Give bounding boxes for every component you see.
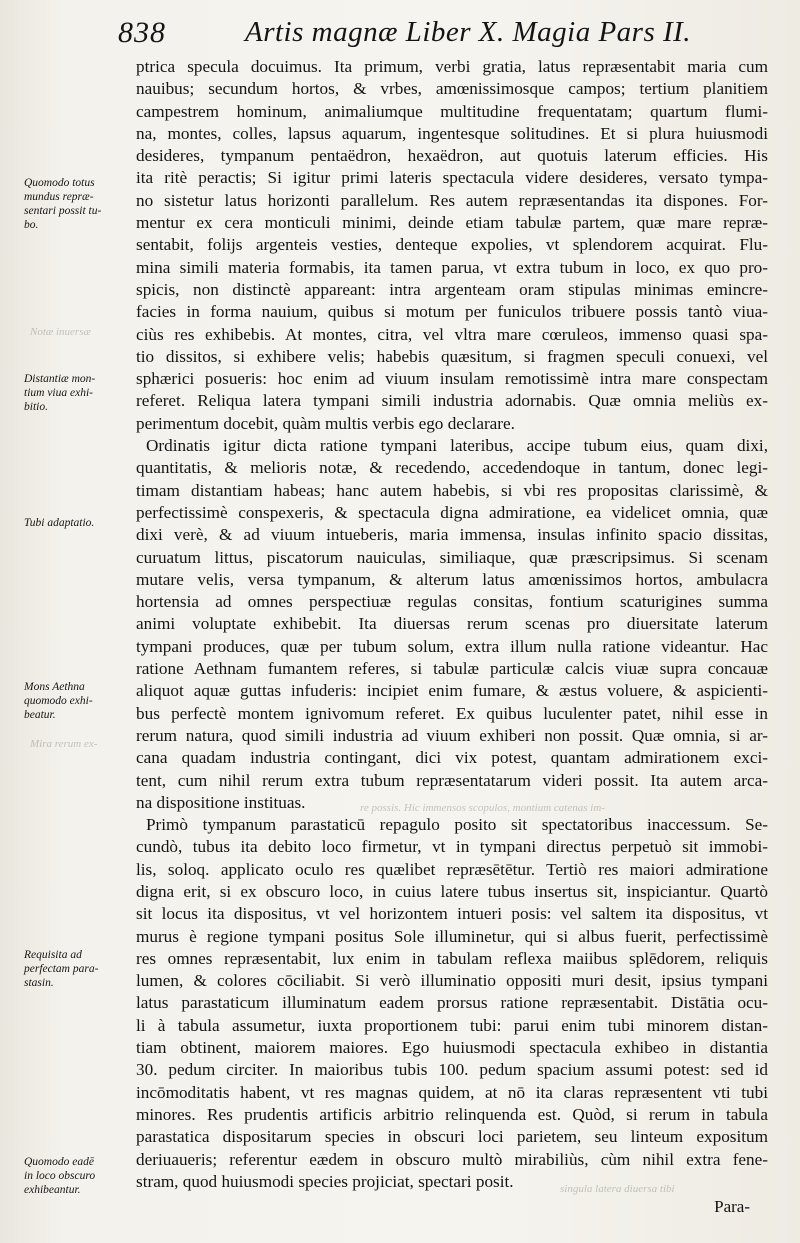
body-line: stram, quod huiusmodi species projiciat, spectari posit. xyxy=(136,1171,514,1191)
body-line: mutare velis, versa tympanum, & alterum latus amœnissimos hortos, ambulacra xyxy=(136,569,768,589)
body-line: aliquot aquæ guttas infuderis: incipiet enim fumare, & æstus voluere, & aspicienti- xyxy=(136,681,768,701)
body-line: nauibus; secundum hortos, & vrbes, amœnissimosque campos; tertium planitiem xyxy=(136,79,768,99)
body-line: quantitatis, & melioris notæ, & recedendo, accedendoque in tantum, donec legi- xyxy=(136,458,768,478)
body-line: campestrem hominum, animaliumque multitudine frequentatam; quartum flumi- xyxy=(136,101,768,121)
body-line: spicis, non distinctè appareant: intra argenteam oram stipulas minimas emincre- xyxy=(136,279,768,299)
show-through-text: Mira rerum ex- xyxy=(30,738,98,750)
show-through-text: Notæ inuersæ xyxy=(30,326,91,338)
margin-notes xyxy=(0,0,135,1243)
page-number: 838 xyxy=(118,16,166,49)
catchword: Para- xyxy=(714,1197,750,1216)
body-line: cundò, tubus ita debito loco firmetur, vt in tympani directus perpetuò sit immobi- xyxy=(136,837,768,857)
body-line: Ordinatis igitur dicta ratione tympani lateribus, accipe tubum eius, quam dixi, xyxy=(146,436,768,456)
body-line: dixi verè, & ad viuum intueberis, maria immensa, insulas infinito spacio dissitas, xyxy=(136,525,768,545)
body-line: ptrica specula docuimus. Ita primum, verbi gratia, latus repræsentabit maria cum xyxy=(136,57,768,76)
body-line: hortensia ad omnes perspectiuæ regulas consitas, fontium scaturigines summa xyxy=(136,592,768,612)
body-line: digna erit, si ex obscuro loco, in cuius latere tubus insertus sit, inspiciantur. Quartò xyxy=(136,881,768,901)
body-line: li à tabula assumetur, iuxta proportionem tubi: parui enim tubi minorem distan- xyxy=(136,1015,768,1035)
body-line: ita ritè peractis; Si igitur primi lateris spectacula videre desideres, versato tympa- xyxy=(136,168,768,188)
body-line: ciùs res exhibebis. At montes, citra, vel vltra mare cœruleos, immenso quasi spa- xyxy=(136,324,768,344)
body-line: parastatica dispositarum species in obscuri loci parietem, seu linteum expositum xyxy=(136,1127,768,1147)
body-line: na dispositione instituas. xyxy=(136,792,306,812)
margin-note: Requisita ad perfectam para- stasin. xyxy=(24,949,99,989)
body-line: mina simili materia formabis, ita tamen parua, vt extra tubum in loco, ex quo pro- xyxy=(136,257,768,277)
margin-note: Tubi adaptatio. xyxy=(24,517,95,529)
body-line: lumen, & colores cōciliabit. Si verò illuminatio oppositi muri desit, ipsius tympani xyxy=(136,971,768,991)
body-line: lis, soloq. applicato oculo res quælibet repræsētētur. Tertiò res maiori admiratione xyxy=(136,859,768,879)
margin-note: Distantiæ mon- tium viua exhi- bitio. xyxy=(24,373,96,413)
margin-note: Quomodo eadē in loco obscuro exhibeantur. xyxy=(24,1156,96,1196)
body-line: tympani produces, quæ per tubum solum, extra illum nulla ratione videantur. Hac xyxy=(136,636,768,656)
body-line: tio dissitos, si exhibere velis; habebis quæsitum, si fragmen speculi conuexi, vel xyxy=(136,346,768,366)
body-line: perfectissimè conspexeris, & spectacula digna admiratione, ea videlicet omnia, quæ xyxy=(136,502,768,522)
body-line: sentabit, folijs argenteis vesties, denteque expolies, vt splendorem acquirat. Flu- xyxy=(136,235,768,255)
body-line: perimentum docebit, quàm multis verbis ego declarare. xyxy=(136,413,515,433)
body-line: animi voluptate exhibebit. Ita diuersas rerum scenas pro diuersitate laterum xyxy=(136,614,768,634)
body-line: rerum natura, quod simili industria ad viuum exhiberi non possit. Quæ omnia, si ar- xyxy=(136,725,768,745)
margin-note: Quomodo totus mundus repræ- sentari possit tu- bo. xyxy=(24,177,102,231)
margin-note: Mons Aethna quomodo exhi- beatur. xyxy=(24,681,93,721)
body-line: latus parastaticum illuminatum eadem prorsus ratione repræsentabit. Distātia ocu- xyxy=(136,993,768,1013)
body-line: desideres, tympanum pentaëdron, hexaëdron, aut quotuis laterum efficies. His xyxy=(136,146,768,166)
body-line: ratione Aethnam fumantem referes, si tabulæ particulæ calcis viuæ supra concauæ xyxy=(136,659,768,679)
body-line: na, montes, colles, lapsus aquarum, ingentesque solitudines. Et si plura huiusmodi xyxy=(136,123,768,143)
body-line: tiam obtinent, maiorem maiores. Ego huiusmodi spectacula exhibeo in distantia xyxy=(136,1038,768,1058)
show-through-text: re possis. Hic immensos scopulos, montium catenas im- xyxy=(360,802,605,814)
body-line: tent, cum nihil rerum extra tubum repræsentatarum videri possit. Ita autem arca- xyxy=(136,770,768,790)
body-line: cana quadam industria contingant, dici vix potest, quantam admirationem exci- xyxy=(136,748,768,768)
body-line: sphærici posueris: hoc enim ad viuum insulam remotissimè intra mare conspectam xyxy=(136,369,768,389)
body-line: no sistetur latus horizonti parallelum. Res autem repræsentandas ita dispones. For- xyxy=(136,190,768,210)
body-line: 30. pedum circiter. In maioribus tubis 100. pedum spacium assumi potest: sed id xyxy=(136,1060,768,1080)
body-line: facies in forma nauium, quibus si motum per funiculos tribuere possis tantò viua- xyxy=(136,302,768,322)
show-through-text: singula latera diuersa tibi xyxy=(560,1183,675,1195)
body-line: mentur ex cera monticuli minimi, deinde etiam tabulæ partem, quæ mare repræ- xyxy=(136,213,768,233)
body-line: minores. Res prudentis artificis arbitrio relinquenda est. Quòd, si rerum in tabula xyxy=(136,1104,768,1124)
body-line: curuatum littus, piscatorum nauiculas, similiaque, quæ præscripsimus. Si scenam xyxy=(136,547,768,567)
body-line: referet. Reliqua latera tympani simili industria adornabis. Quæ omnia meliùs ex- xyxy=(136,391,768,411)
body-text xyxy=(136,56,768,1193)
body-line: res omnes repræsentabit, lux enim in tabulam reflexa maiibus splēdorem, reliquis xyxy=(136,948,768,968)
body-line: sit locus ita dispositus, vt vel horizontem intueri posis: vel saltem ita dispositus, vt xyxy=(136,904,768,924)
body-line: deriuaueris; referentur eædem in obscuro multò mirabiliùs, cùm nihil extra fene- xyxy=(136,1149,768,1169)
body-line: murus è regione tympani positus Sole illuminetur, qui si albus fuerit, perfectissimè xyxy=(136,926,768,946)
body-line: bus perfectè montem ignivomum referet. Ex quibus luculenter patet, nihil esse in xyxy=(136,703,768,723)
running-title: Artis magnæ Liber X. Magia Pars II. xyxy=(245,16,692,48)
body-line: timam distantiam habeas; hanc autem habebis, si vbi res propositas clarissimè, & xyxy=(136,480,768,500)
body-line: incōmoditatis habent, vt res magnas quidem, at nō ita claras repræsentent vti tubi xyxy=(136,1082,768,1102)
body-line: Primò tympanum parastaticū repagulo posito sit spectatoribus inaccessum. Se- xyxy=(146,815,768,835)
